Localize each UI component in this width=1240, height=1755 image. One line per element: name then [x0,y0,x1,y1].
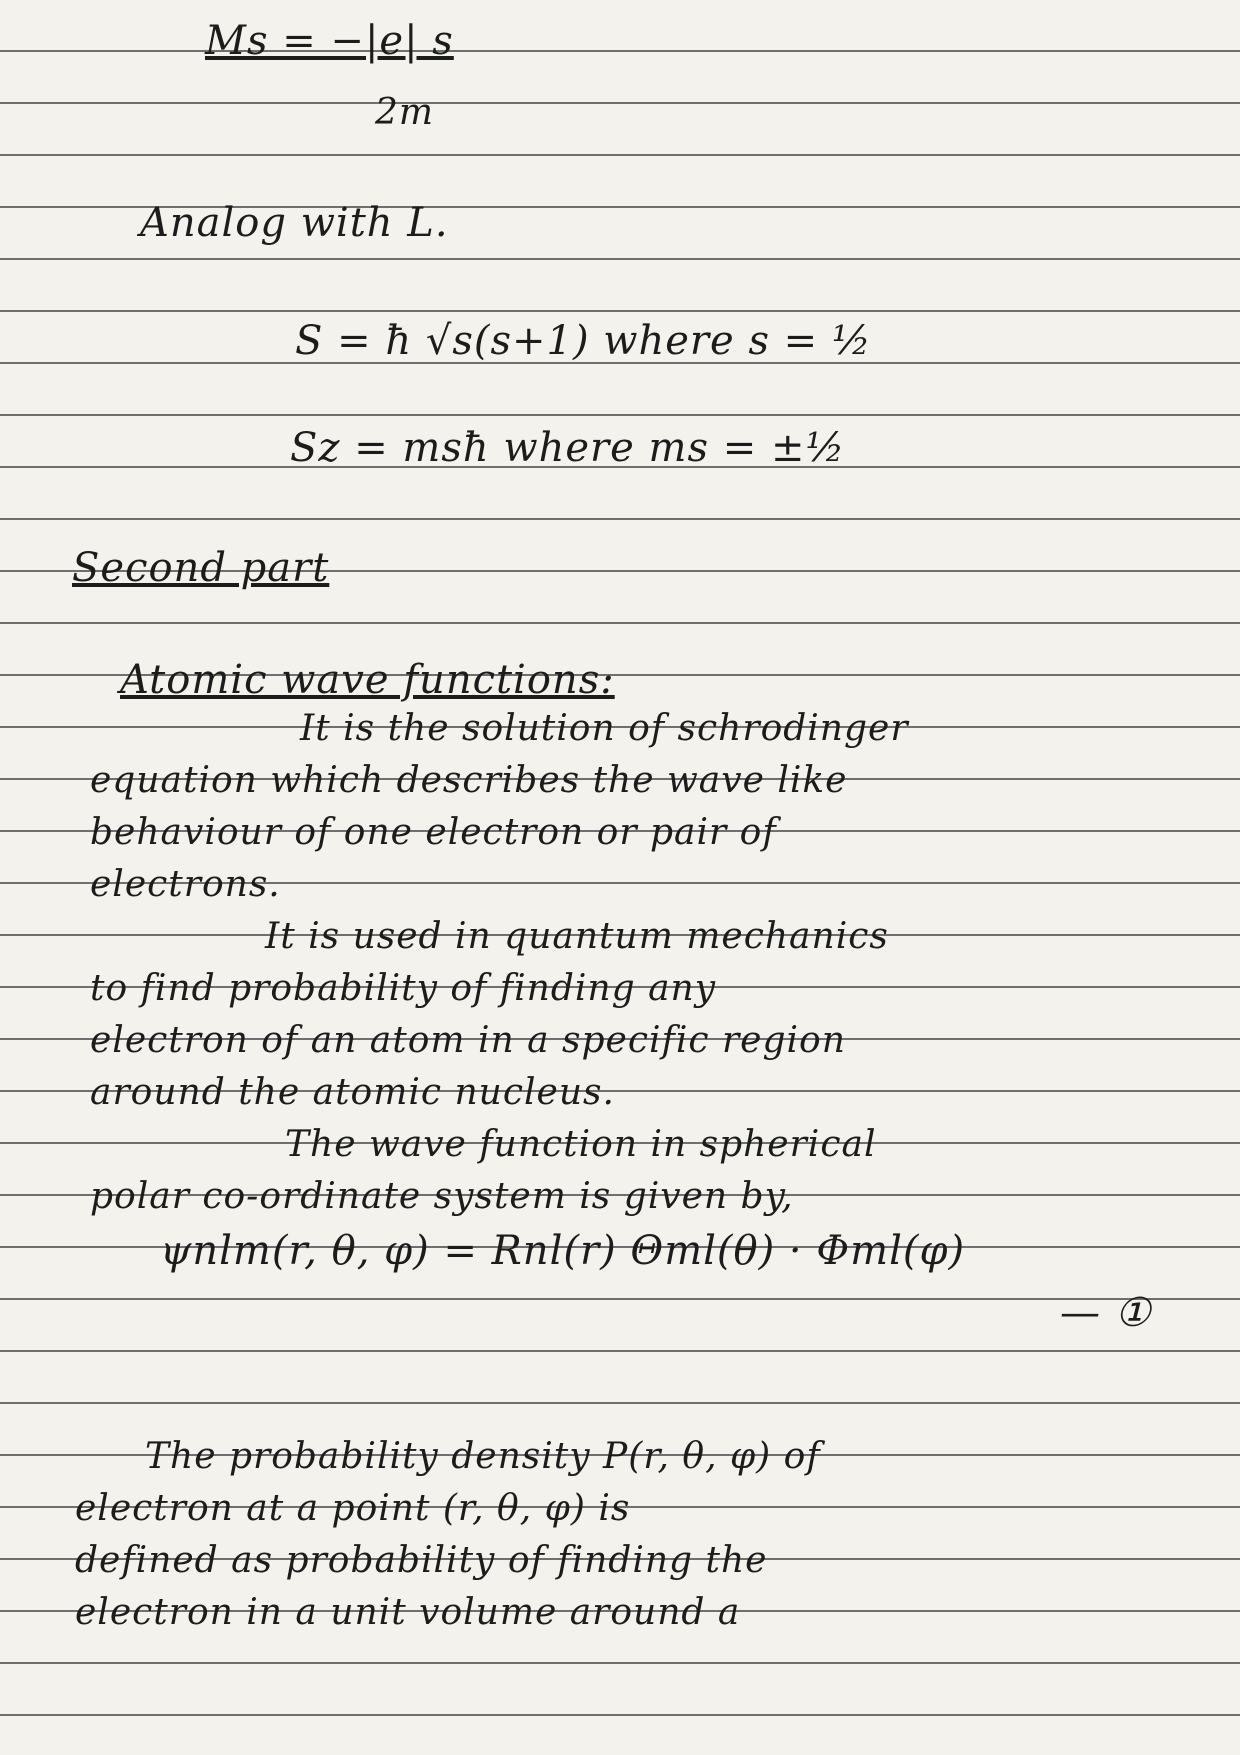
ms-formula-denominator: 2m [375,92,435,133]
spin-magnitude-equation: S = ħ √s(s+1) where s = ½ [295,318,872,364]
p1-line4: electrons. [90,864,281,905]
section-title: Second part [72,545,330,591]
p3-line1: The wave function in spherical [285,1124,877,1165]
analog-heading: Analog with L. [140,200,449,246]
p2-line2: to find probability of finding any [90,968,717,1009]
p4-line3: defined as probability of finding the [75,1540,768,1581]
p4-line1: The probability density P(r, θ, φ) of [145,1436,821,1477]
wave-function-equation: ψnlm(r, θ, φ) = Rnl(r) Θml(θ) · Φml(φ) [160,1228,966,1274]
p4-line2: electron at a point (r, θ, φ) is [75,1488,631,1529]
p4-line4: electron in a unit volume around a [75,1592,741,1633]
p2-line4: around the atomic nucleus. [90,1072,615,1113]
topic-title: Atomic wave functions: [120,657,615,703]
p2-line1: It is used in quantum mechanics [265,916,889,957]
spin-z-equation: Sz = msħ where ms = ±½ [290,425,846,471]
p1-line1: It is the solution of schrodinger [300,708,909,749]
equation-number: — ① [1060,1290,1152,1336]
p1-line2: equation which describes the wave like [90,760,848,801]
ms-formula-numerator: Ms = −|e| s [205,18,454,64]
p1-line3: behaviour of one electron or pair of [90,812,777,853]
p2-line3: electron of an atom in a specific region [90,1020,846,1061]
p3-line2: polar co-ordinate system is given by, [90,1176,794,1217]
